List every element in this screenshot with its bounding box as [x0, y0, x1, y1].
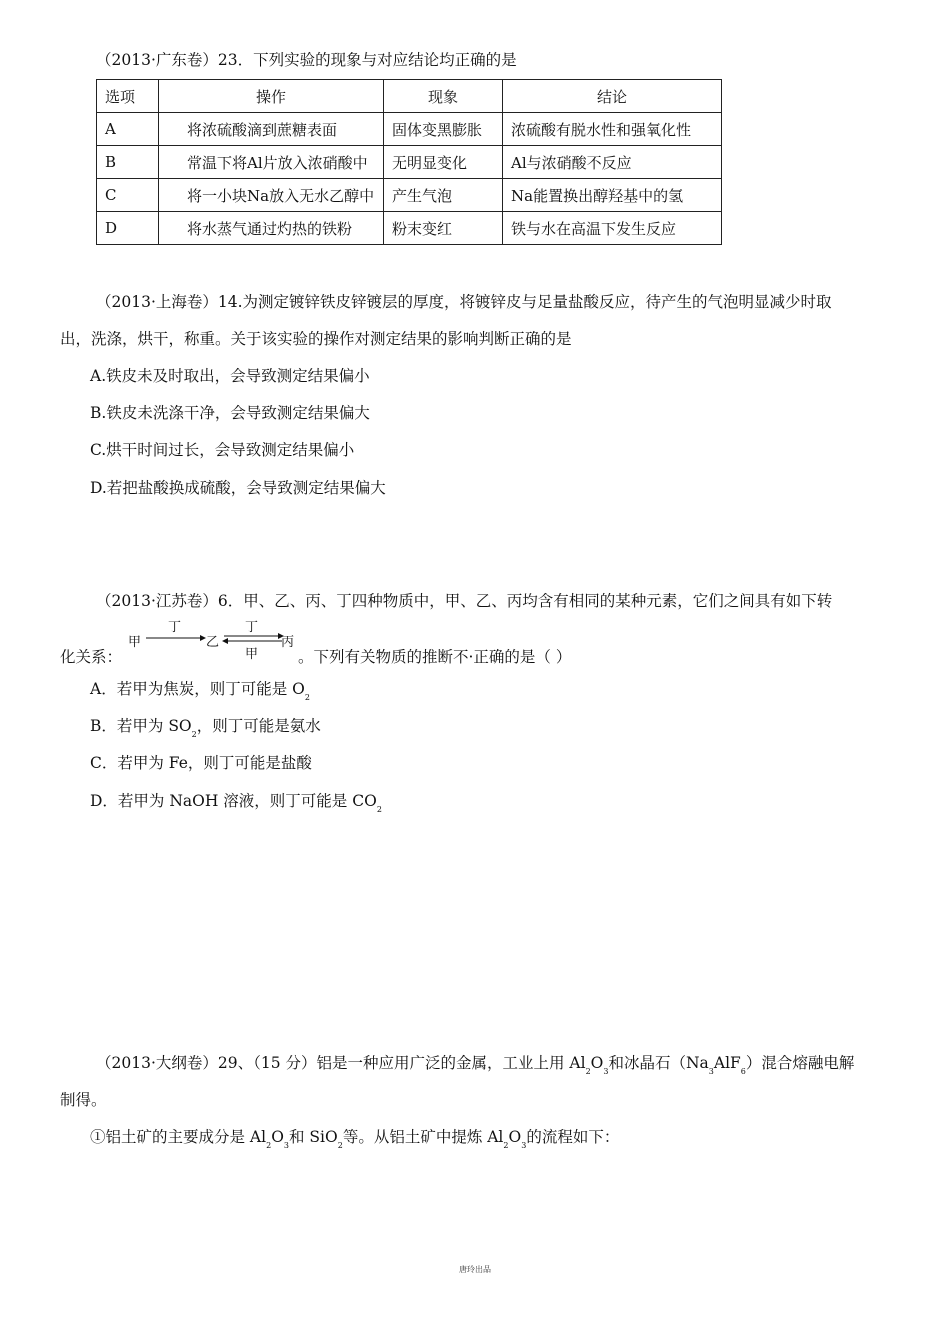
node-yi: 乙: [206, 635, 220, 650]
text: （2013·大纲卷）29、（15 分）铝是一种应用广泛的金属，工业上用 Al: [96, 1054, 586, 1072]
subscript: 2: [304, 693, 310, 702]
q14-stem-line2: 出，洗涤，烘干，称重。关于该实验的操作对测定结果的影响判断正确的是: [60, 330, 572, 348]
q14-stem-line1: （2013·上海卷）14.为测定镀锌铁皮锌镀层的厚度，将镀锌皮与足量盐酸反应，待产生的气泡明显减少时取: [96, 293, 832, 311]
text: 等。从铝土矿中提炼 Al: [342, 1128, 504, 1146]
text: 和冰晶石（Na: [608, 1054, 709, 1072]
cell: 将浓硫酸滴到蔗糖表面: [159, 113, 384, 146]
table-header-row: [97, 80, 722, 113]
subscript: 2: [376, 805, 382, 814]
page-footer: 唐玲出品: [459, 1265, 491, 1274]
q14-option-c: C.烘干时间过长，会导致测定结果偏小: [90, 441, 355, 459]
node-jia: 甲: [128, 635, 142, 650]
q6-stem-line2-prefix: 化关系：: [60, 648, 123, 666]
text: 和 SiO: [289, 1128, 338, 1146]
q23-stem: （2013·广东卷）23．下列实验的现象与对应结论均正确的是: [96, 51, 517, 69]
q14-option-d: D.若把盐酸换成硫酸，会导致测定结果偏大: [90, 479, 386, 497]
subscript: 2: [191, 730, 197, 739]
cell: 无明显变化: [384, 146, 503, 179]
header-conclusion: 结论: [503, 80, 722, 113]
subscript: 2: [266, 1141, 272, 1150]
text: 的流程如下：: [526, 1128, 620, 1146]
cell: 常温下将Al片放入浓硝酸中: [159, 146, 384, 179]
q6-option-d: [90, 789, 382, 814]
cell: 将一小块Na放入无水乙醇中: [159, 179, 384, 212]
cell: 产生气泡: [384, 179, 503, 212]
arrow2-bottom-label: 甲: [245, 647, 259, 662]
text: O: [590, 1054, 604, 1072]
subscript: 2: [503, 1141, 509, 1150]
q6-option-b: [90, 714, 321, 739]
cell: 铁与水在高温下发生反应: [503, 212, 722, 245]
text: ①铝土矿的主要成分是 Al: [90, 1128, 267, 1146]
subscript: 6: [740, 1067, 746, 1076]
table-row: [97, 179, 722, 212]
table-row: [97, 113, 722, 146]
cell: 固体变黑膨胀: [384, 113, 503, 146]
option-text: D．若甲为 NaOH 溶液，则丁可能是 CO: [90, 792, 377, 810]
cell: D: [97, 212, 159, 245]
arrow1-label: 丁: [168, 620, 182, 635]
cell: C: [97, 179, 159, 212]
option-text: B．若甲为 SO: [90, 717, 192, 735]
text: ）混合熔融电解: [745, 1054, 855, 1072]
q29-stem-line3: [90, 1125, 619, 1150]
option-text: A．若甲为焦炭，则丁可能是 O: [90, 680, 305, 698]
subscript: 2: [585, 1067, 591, 1076]
q6-stem-line2-suffix: 。下列有关物质的推断不·正确的是（ ）: [298, 648, 572, 666]
cell: B: [97, 146, 159, 179]
cell: A: [97, 113, 159, 146]
table-row: [97, 212, 722, 245]
q6-stem-line1: （2013·江苏卷）6．甲、乙、丙、丁四种物质中，甲、乙、丙均含有相同的某种元素，它们之间具有如下转: [96, 592, 833, 610]
text: O: [271, 1128, 284, 1146]
option-text-tail: ，则丁可能是氨水: [196, 717, 321, 735]
cell: 浓硫酸有脱水性和强氧化性: [503, 113, 722, 146]
q29-stem-line1: [96, 1051, 854, 1076]
header-operation: 操作: [159, 80, 384, 113]
subscript: 3: [603, 1067, 609, 1076]
cell: Na能置换出醇羟基中的氢: [503, 179, 722, 212]
header-option: 选项: [97, 80, 159, 113]
q6-option-c: C．若甲为 Fe，则丁可能是盐酸: [90, 754, 312, 772]
table-row: [97, 146, 722, 179]
text: AlF: [713, 1054, 741, 1072]
arrow2-top-label: 丁: [245, 620, 259, 635]
q14-option-a: A.铁皮未及时取出，会导致测定结果偏小: [90, 367, 370, 385]
cell: 粉末变红: [384, 212, 503, 245]
header-phenomenon: 现象: [384, 80, 503, 113]
subscript: 3: [521, 1141, 527, 1150]
cell: 将水蒸气通过灼热的铁粉: [159, 212, 384, 245]
subscript: 2: [337, 1141, 343, 1150]
conversion-diagram: [128, 622, 298, 662]
subscript: 3: [708, 1067, 714, 1076]
node-bing: 丙: [281, 635, 295, 650]
text: O: [508, 1128, 522, 1146]
q29-stem-line2: 制得。: [60, 1091, 107, 1109]
cell: Al与浓硝酸不反应: [503, 146, 722, 179]
subscript: 3: [283, 1141, 289, 1150]
q23-table: [96, 79, 722, 245]
q14-option-b: B.铁皮未洗涤干净，会导致测定结果偏大: [90, 404, 370, 422]
q6-option-a: [90, 677, 310, 702]
